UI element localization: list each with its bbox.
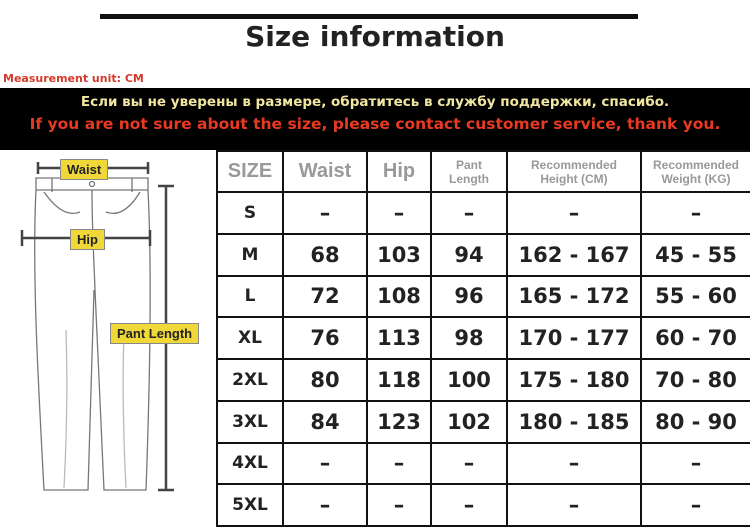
- cell-recommended-weight: 80 - 90: [641, 401, 750, 443]
- cell-pant-length: 96: [431, 276, 507, 318]
- cell-hip: –: [367, 443, 431, 485]
- cell-waist: –: [283, 484, 367, 526]
- cell-recommended-height: –: [507, 484, 641, 526]
- cell-hip: 118: [367, 359, 431, 401]
- cell-recommended-weight: 55 - 60: [641, 276, 750, 318]
- cell-recommended-height: 170 - 177: [507, 317, 641, 359]
- hip-label: Hip: [70, 229, 105, 250]
- cell-hip: 108: [367, 276, 431, 318]
- table-row: [217, 276, 750, 318]
- cell-size: L: [217, 276, 283, 318]
- cell-hip: –: [367, 484, 431, 526]
- header-recommended-weight: Recommended Weight (KG): [641, 151, 750, 192]
- measurement-unit: Measurement unit: CM: [3, 72, 144, 85]
- table-header-row: [217, 151, 750, 192]
- cell-size: 2XL: [217, 359, 283, 401]
- cell-size: 3XL: [217, 401, 283, 443]
- cell-waist: 68: [283, 234, 367, 276]
- header-hip: Hip: [367, 151, 431, 192]
- cell-recommended-weight: 45 - 55: [641, 234, 750, 276]
- cell-size: 4XL: [217, 443, 283, 485]
- cell-hip: 113: [367, 317, 431, 359]
- table-row: [217, 192, 750, 234]
- table-row: [217, 401, 750, 443]
- cell-pant-length: –: [431, 484, 507, 526]
- cell-hip: 123: [367, 401, 431, 443]
- cell-recommended-height: 165 - 172: [507, 276, 641, 318]
- size-table: [216, 150, 750, 527]
- notice-english: If you are not sure about the size, please contact customer service, thank you.: [29, 115, 721, 133]
- cell-recommended-weight: 60 - 70: [641, 317, 750, 359]
- cell-recommended-weight: 70 - 80: [641, 359, 750, 401]
- cell-recommended-weight: –: [641, 192, 750, 234]
- cell-pant-length: 102: [431, 401, 507, 443]
- waist-label: Waist: [60, 159, 108, 180]
- header-size: SIZE: [217, 151, 283, 192]
- cell-recommended-height: 180 - 185: [507, 401, 641, 443]
- cell-waist: 84: [283, 401, 367, 443]
- cell-recommended-weight: –: [641, 484, 750, 526]
- header-pant-length: Pant Length: [431, 151, 507, 192]
- cell-recommended-height: –: [507, 443, 641, 485]
- cell-hip: 103: [367, 234, 431, 276]
- cell-pant-length: 94: [431, 234, 507, 276]
- cell-size: XL: [217, 317, 283, 359]
- cell-waist: 80: [283, 359, 367, 401]
- cell-size: S: [217, 192, 283, 234]
- cell-waist: 76: [283, 317, 367, 359]
- cell-recommended-height: 162 - 167: [507, 234, 641, 276]
- cell-pant-length: –: [431, 443, 507, 485]
- table-row: [217, 443, 750, 485]
- pants-diagram: [0, 150, 216, 527]
- header-recommended-height: Recommended Height (CM): [507, 151, 641, 192]
- cell-waist: 72: [283, 276, 367, 318]
- top-rule: [100, 14, 638, 19]
- header-waist: Waist: [283, 151, 367, 192]
- table-row: [217, 234, 750, 276]
- cell-recommended-height: –: [507, 192, 641, 234]
- cell-size: 5XL: [217, 484, 283, 526]
- cell-recommended-weight: –: [641, 443, 750, 485]
- cell-waist: –: [283, 192, 367, 234]
- cell-size: M: [217, 234, 283, 276]
- pant-length-label: Pant Length: [110, 323, 199, 344]
- table-row: [217, 484, 750, 526]
- notice-russian: Если вы не уверены в размере, обратитесь в службу поддержки, спасибо.: [80, 94, 670, 110]
- notice-banner: [0, 88, 750, 150]
- cell-pant-length: 100: [431, 359, 507, 401]
- table-row: [217, 317, 750, 359]
- cell-pant-length: –: [431, 192, 507, 234]
- cell-recommended-height: 175 - 180: [507, 359, 641, 401]
- cell-pant-length: 98: [431, 317, 507, 359]
- page-title: Size information: [245, 20, 505, 53]
- table-row: [217, 359, 750, 401]
- cell-waist: –: [283, 443, 367, 485]
- cell-hip: –: [367, 192, 431, 234]
